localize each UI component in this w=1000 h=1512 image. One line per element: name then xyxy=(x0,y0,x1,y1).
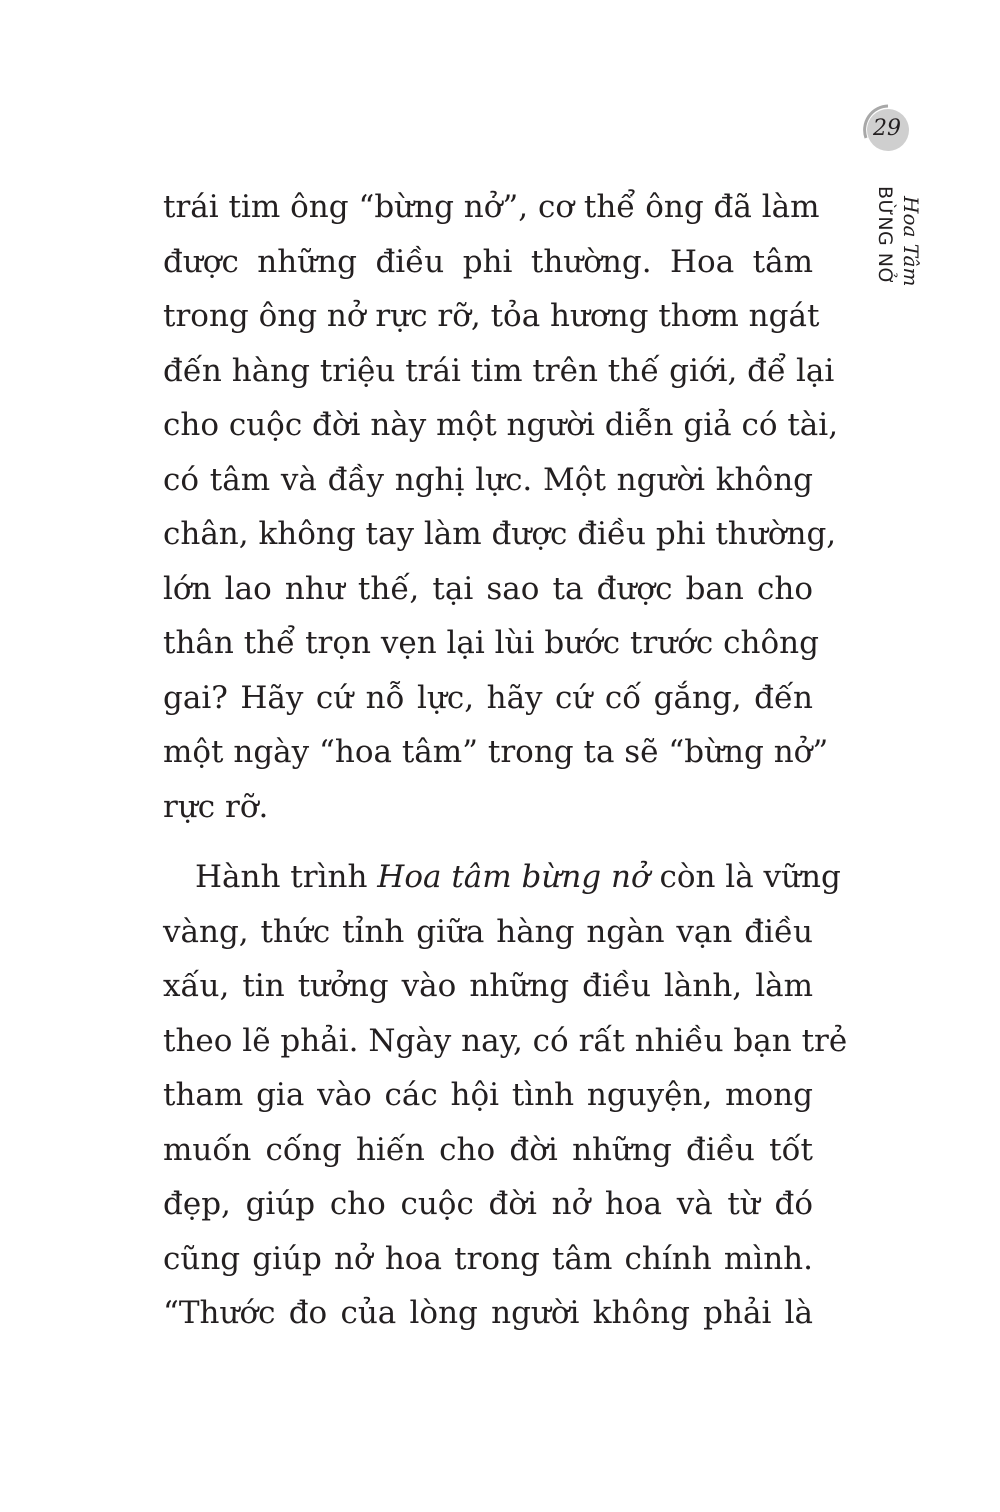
body-text xyxy=(163,180,848,1341)
text-line xyxy=(163,850,841,905)
text-line: vàng, thức tỉnh giữa hàng ngàn vạn điều xyxy=(163,913,813,950)
paragraph-gap xyxy=(163,834,813,850)
text-line: theo lẽ phải. Ngày nay, có rất nhiều bạn trẻ xyxy=(163,1022,848,1059)
text-line: thân thể trọn vẹn lại lùi bước trước chông xyxy=(163,625,819,661)
text-line: được những điều phi thường. Hoa tâm xyxy=(163,243,813,280)
running-head-title: BỪNG NỞ xyxy=(874,186,896,286)
text-line: cũng giúp nở hoa trong tâm chính mình. xyxy=(163,1240,813,1277)
text-span: còn là vững xyxy=(649,859,841,895)
text-line: trái tim ông “bừng nở”, cơ thể ông đã làm xyxy=(163,189,820,225)
text-line: cho cuộc đời này một người diễn giả có tài, xyxy=(163,407,839,443)
text-line: chân, không tay làm được điều phi thường, xyxy=(163,516,837,552)
running-head xyxy=(868,184,924,292)
text-line: đẹp, giúp cho cuộc đời nở hoa và từ đó xyxy=(163,1186,813,1222)
text-line: một ngày “hoa tâm” trong ta sẽ “bừng nở” xyxy=(163,734,829,770)
text-line: lớn lao như thế, tại sao ta được ban cho xyxy=(163,570,813,607)
text-line: có tâm và đầy nghị lực. Một người không xyxy=(163,461,813,498)
text-line: xấu, tin tưởng vào những điều lành, làm xyxy=(163,968,813,1004)
text-line: đến hàng triệu trái tim trên thế giới, để lại xyxy=(163,352,835,389)
page-number-badge xyxy=(862,104,912,154)
text-line: trong ông nở rực rỡ, tỏa hương thơm ngát xyxy=(163,298,820,334)
text-line: “Thước đo của lòng người không phải là xyxy=(163,1295,813,1331)
text-line: muốn cống hiến cho đời những điều tốt xyxy=(163,1131,813,1168)
text-line: tham gia vào các hội tình nguyện, mong xyxy=(163,1077,813,1113)
text-line: gai? Hãy cứ nỗ lực, hãy cứ cố gắng, đến xyxy=(163,679,813,716)
text-line: rực rỡ. xyxy=(163,788,269,825)
text-span: Hành trình xyxy=(195,859,378,895)
page-number: 29 xyxy=(873,116,901,141)
running-head-script: Hoa Tâm xyxy=(899,196,923,287)
book-title-emphasis: Hoa tâm bừng nở xyxy=(377,859,650,895)
